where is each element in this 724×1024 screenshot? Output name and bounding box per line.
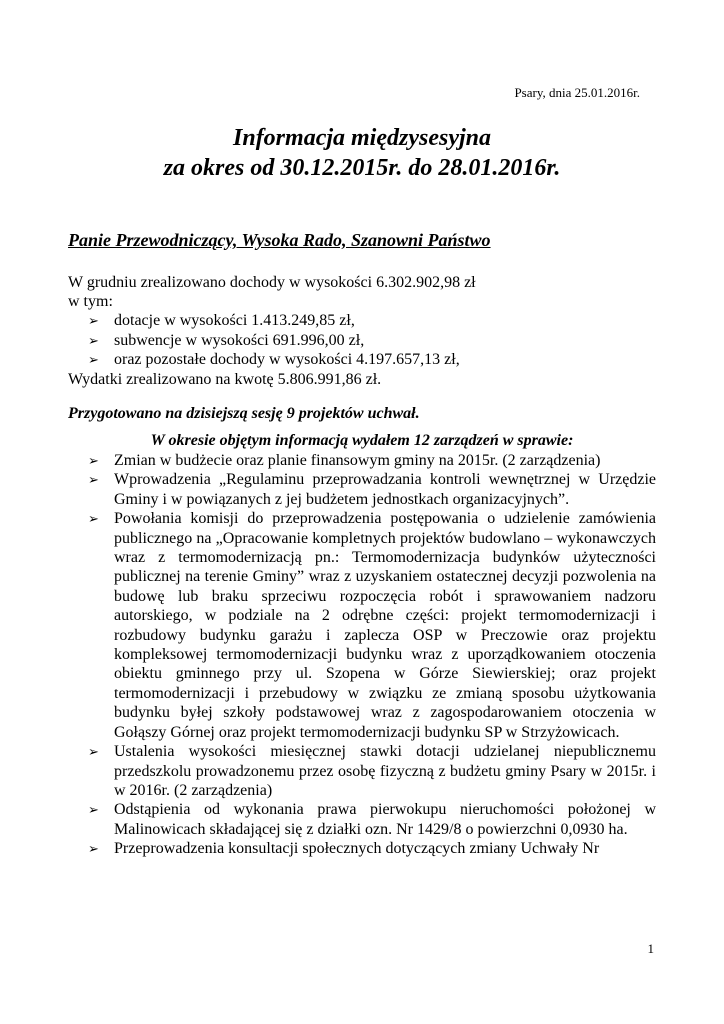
order-item bbox=[88, 839, 656, 858]
document-date: Psary, dnia 25.01.2016r. bbox=[514, 85, 640, 100]
order-text: Zmian w budżecie oraz planie finansowym gminy na 2015r. (2 zarządzenia) bbox=[114, 452, 601, 469]
title-line-2: za okres od 30.12.2015r. do 28.01.2016r. bbox=[163, 155, 561, 181]
including-label: w tym: bbox=[68, 293, 113, 310]
order-item bbox=[88, 451, 656, 470]
order-item bbox=[88, 470, 656, 509]
page-number: 1 bbox=[647, 941, 654, 956]
finance-item-text: dotacje w wysokości 1.413.249,85 zł, bbox=[114, 312, 355, 329]
income-line: W grudniu zrealizowano dochody w wysokości 6.302.902,98 zł bbox=[68, 274, 476, 291]
arrow-bullet-icon: ➢ bbox=[88, 352, 99, 367]
order-item bbox=[88, 742, 656, 800]
arrow-bullet-icon: ➢ bbox=[88, 472, 99, 488]
order-text: Przeprowadzenia konsultacji społecznych dotyczących zmiany Uchwały Nr bbox=[114, 840, 600, 858]
order-item bbox=[88, 509, 656, 742]
orders-list bbox=[88, 451, 656, 859]
orders-intro: W okresie objętym informacją wydałem 12 zarządzeń w sprawie: bbox=[150, 432, 574, 449]
finance-item-text: subwencje w wysokości 691.996,00 zł, bbox=[114, 332, 365, 349]
title-line-1: Informacja międzysesyjna bbox=[233, 125, 491, 151]
order-text: Ustalenia wysokości miesięcznej stawki dotacji udzielanej niepublicznemu przedszkolu prowadzonemu przez osobę fizyczną z budżetu gminy Psary w 2015r. i w 2016r. (2 zarządzenia) bbox=[114, 743, 656, 799]
finance-item bbox=[88, 350, 460, 369]
arrow-bullet-icon: ➢ bbox=[88, 511, 99, 527]
finance-item-text: oraz pozostałe dochody w wysokości 4.197.657,13 zł, bbox=[114, 351, 460, 368]
arrow-bullet-icon: ➢ bbox=[88, 333, 99, 348]
order-text: Powołania komisji do przeprowadzenia postępowania o udzielenie zamówienia publicznego na „Opracowanie kompletnych projektów budowlano – wykonawczych wraz z termomodernizacją pn.: Termomodernizacja budynków użyteczności publicznej na terenie Gminy” wraz z uzyskaniem ostatecznej decyzji pozwolenia na budowę lub braku sprzeciwu rozpoczęcia robót i sprawowaniem nadzoru autorskiego, w podziale na 2 odrębne części: projekt termomodernizacji i rozbudowy budynku garażu i zaplecza OSP w Preczowie oraz projektu kompleksowej termomodernizacji budynku wraz z uporządkowaniem otoczenia obiektu gminnego przy ul. Szopena w Górze Siewierskiej; oraz projekt termomodernizacji i przebudowy w związku ze zmianą sposobu użytkowania budynku byłej szkoły podstawowej wraz z zagospodarowaniem otoczenia w Gołąszy Górnej oraz projekt termomodernizacji budynku SP w Strzyżowicach. bbox=[114, 510, 656, 741]
greeting: Panie Przewodniczący, Wysoka Rado, Szanowni Państwo bbox=[68, 230, 491, 250]
arrow-bullet-icon: ➢ bbox=[88, 453, 99, 468]
finance-item bbox=[88, 311, 355, 330]
arrow-bullet-icon: ➢ bbox=[88, 313, 99, 328]
arrow-bullet-icon: ➢ bbox=[88, 744, 99, 760]
projects-note: Przygotowano na dzisiejszą sesję 9 projektów uchwał. bbox=[68, 405, 420, 422]
document-title bbox=[0, 123, 724, 183]
arrow-bullet-icon: ➢ bbox=[88, 802, 99, 818]
expenses-line: Wydatki zrealizowano na kwotę 5.806.991,86 zł. bbox=[68, 371, 382, 388]
arrow-bullet-icon: ➢ bbox=[88, 841, 99, 857]
order-text: Wprowadzenia „Regulaminu przeprowadzania kontroli wewnętrznej w Urzędzie Gminy i w powiązanych z jej budżetem jednostkach organizacyjnych”. bbox=[114, 471, 656, 508]
order-item bbox=[88, 800, 656, 839]
finance-item bbox=[88, 331, 364, 350]
order-text: Odstąpienia od wykonania prawa pierwokupu nieruchomości położonej w Malinowicach składającej się z działki ozn. Nr 1429/8 o powierzchni 0,0930 ha. bbox=[114, 801, 656, 838]
